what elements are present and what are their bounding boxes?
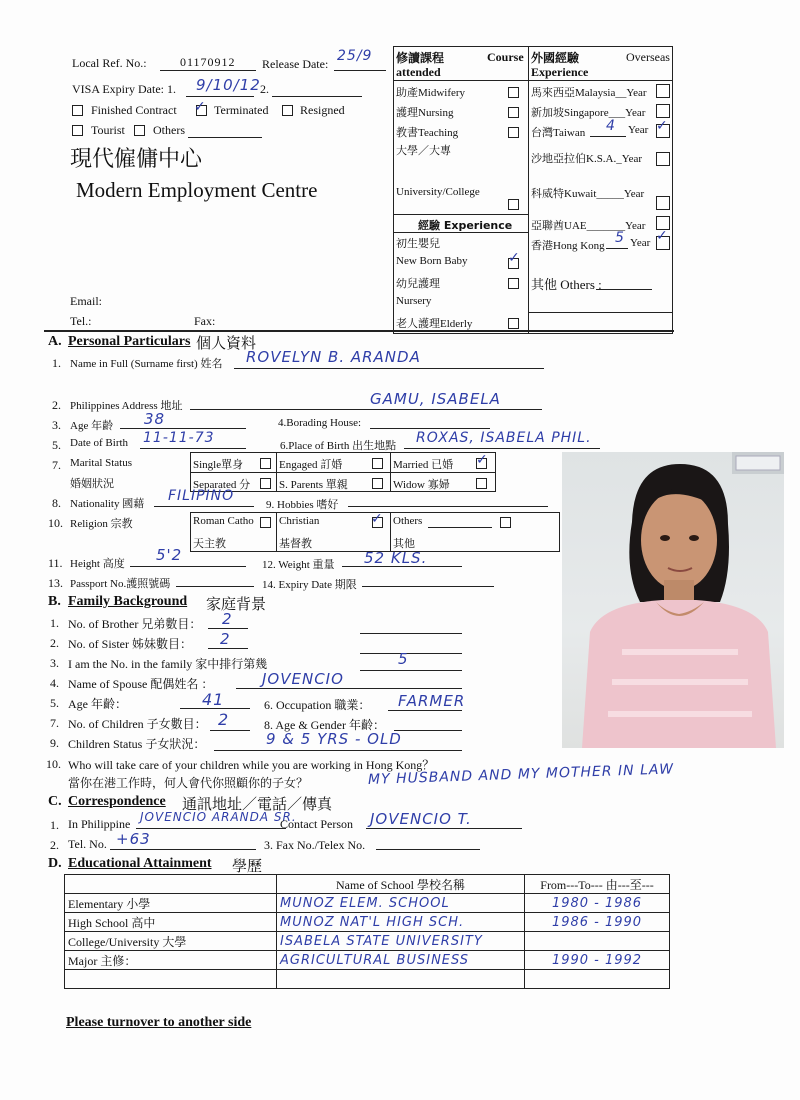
nationality-label: Nationality 國藉 [70, 498, 145, 510]
visa-expiry-value: 9/10/12 [196, 76, 261, 94]
status-line [214, 750, 462, 751]
local-ref-line [160, 70, 256, 71]
a-row-11-number: 11. [48, 556, 63, 570]
visa-expiry-label: VISA Expiry Date: 1. [72, 82, 176, 96]
visa-expiry-2-label: 2. [260, 82, 269, 96]
finished-contract-label: Finished Contract [91, 103, 177, 117]
overseas-singapore-checkbox[interactable] [656, 104, 670, 118]
religion-col-1 [276, 512, 277, 552]
exp-elderly-checkbox[interactable] [508, 318, 519, 329]
exp-item-nursery-chinese: 幼兒護理 [396, 278, 440, 290]
a-row-1-number: 1. [52, 356, 61, 370]
iamno-label: I am the No. in the family 家中排行第幾 [68, 657, 268, 671]
marital-chinese: 婚姻狀況 [70, 478, 114, 490]
education-years [525, 932, 670, 951]
boarding-line [370, 428, 490, 429]
section-c-letter: C. [48, 794, 62, 809]
pob-value: ROXAS, ISABELA PHIL. [416, 430, 592, 446]
course-item-midwifery: 助產Midwifery [396, 87, 466, 99]
b-row-7-number: 7. [50, 716, 59, 730]
education-row [65, 894, 670, 913]
education-header-school: Name of School 學校名稱 [277, 875, 525, 894]
section-a-top-rule [44, 330, 674, 332]
c-row-2-number: 2. [50, 838, 59, 852]
visa-expiry-line-2 [272, 96, 362, 97]
b-row-1-number: 1. [50, 616, 59, 630]
section-d-title-chinese: 學歷 [232, 857, 263, 875]
boarding-label: 4.Borading House: [278, 417, 362, 429]
expiry-line [362, 586, 494, 587]
applicant-photo-drawing [562, 452, 784, 748]
section-a-title: Personal Particulars [68, 334, 191, 349]
fax-no-label: 3. Fax No./Telex No. [264, 838, 366, 852]
education-empty-cell [525, 970, 670, 989]
education-header-years: From---To--- 由---至--- [525, 875, 670, 894]
section-b-letter: B. [48, 594, 61, 609]
inphil-line [136, 828, 286, 829]
exp-nursery-checkbox[interactable] [508, 278, 519, 289]
course-header-line [393, 80, 673, 81]
name-line [234, 368, 544, 369]
release-date-line [334, 70, 386, 71]
education-level: Elementary 小學 [65, 894, 277, 913]
spouse-age-line [180, 708, 250, 709]
overseas-taiwan-check-mark-icon: ✓ [656, 118, 668, 134]
overseas-ksa-checkbox[interactable] [656, 152, 670, 166]
education-years: 1980 - 1986 [525, 894, 670, 913]
nationality-value: FILIPINO [168, 488, 235, 504]
widow-checkbox[interactable] [476, 478, 487, 489]
married-label: Married 已婚 [393, 459, 454, 471]
b-row-5-number: 5. [50, 696, 59, 710]
exp-item-newborn: New Born Baby [396, 255, 468, 267]
overseas-malaysia: 馬來西亞Malaysia__Year [531, 87, 647, 99]
contact-line [366, 828, 522, 829]
others-label: Others [153, 123, 185, 137]
education-empty-cell [65, 970, 277, 989]
dob-value: 11-11-73 [143, 430, 215, 446]
iamno-value: 5 [398, 650, 409, 668]
status-label: Children Status 子女狀況： [68, 737, 206, 751]
marital-row-divider [190, 472, 496, 473]
sparents-checkbox[interactable] [372, 478, 383, 489]
overseas-bottom-line [528, 312, 673, 313]
passport-line [176, 586, 254, 587]
section-b-title: Family Background [68, 594, 188, 609]
occupation-line [388, 710, 462, 711]
hobbies-line [348, 506, 548, 507]
weight-value: 52 KLS. [364, 549, 428, 567]
resigned-checkbox[interactable] [282, 105, 293, 116]
overseas-hongkong: 香港Hong Kong [531, 240, 605, 252]
address-value: GAMU, ISABELA [370, 390, 501, 408]
christian-label: Christian [279, 515, 320, 527]
nationality-line [154, 506, 254, 507]
others-line [188, 137, 262, 138]
single-label: Single單身 [193, 459, 244, 471]
experience-header-top-line [393, 214, 528, 215]
b-row-2-number: 2. [50, 636, 59, 650]
care-value: MY HUSBAND AND MY MOTHER IN LAW [367, 761, 675, 788]
married-check-mark-icon: ✓ [476, 452, 488, 468]
exp-item-elderly: 老人護理Elderly [396, 318, 473, 330]
education-empty-cell [277, 970, 525, 989]
separated-checkbox[interactable] [260, 478, 271, 489]
weight-label: 12. Weight 重量 [262, 559, 335, 571]
education-level: High School 高中 [65, 913, 277, 932]
a-row-2-number: 2. [52, 398, 61, 412]
tel-no-value: +63 [116, 830, 151, 848]
overseas-others: 其他 Others : [531, 277, 602, 292]
agegender-label: 8. Age & Gender 年齡： [264, 718, 385, 732]
inphil-label: In Philippine [68, 817, 131, 831]
brother-line-2 [360, 633, 462, 634]
occupation-value: FARMER [398, 692, 466, 710]
a-row-7-number: 7. [52, 458, 61, 472]
course-teaching-checkbox[interactable] [508, 127, 519, 138]
course-box-divider [528, 46, 529, 334]
children-line [210, 730, 250, 731]
brother-line [208, 628, 248, 629]
local-ref-label: Local Ref. No.: [72, 56, 147, 70]
brother-value: 2 [222, 610, 233, 628]
overseas-hongkong-check-mark-icon: ✓ [656, 228, 668, 244]
education-row-empty [65, 970, 670, 989]
religion-col-2 [390, 512, 391, 552]
care-question-chinese: 當你在港工作時，何人會代你照顧你的子女？ [68, 776, 309, 790]
overseas-taiwan: 台灣Taiwan [531, 127, 586, 139]
tourist-checkbox[interactable] [72, 125, 83, 136]
exp-item-nursery: Nursery [396, 295, 432, 307]
religion-label: Religion 宗教 [70, 518, 133, 530]
spouse-label: Name of Spouse 配偶姓名 ： [68, 677, 214, 691]
spouse-age-label: Age 年齡： [68, 697, 127, 711]
hobbies-label: 9. Hobbies 嗜好 [266, 499, 339, 511]
a-row-13-number: 13. [48, 576, 63, 590]
height-line [130, 566, 246, 567]
release-date-label: Release Date: [262, 57, 329, 71]
engaged-label: Engaged 訂婚 [279, 459, 343, 471]
terminated-check-mark-icon: ✓ [194, 99, 206, 115]
sister-label: No. of Sister 姊妹數目： [68, 637, 192, 651]
education-table [64, 874, 670, 989]
religion-others-checkbox[interactable] [500, 517, 511, 528]
agegender-line [394, 730, 462, 731]
b-row-10-number: 10. [46, 757, 61, 771]
applicant-photo [562, 452, 784, 748]
roman-label: Roman Catho [193, 515, 254, 527]
education-years: 1986 - 1990 [525, 913, 670, 932]
overseas-ksa: 沙地亞拉伯K.S.A._Year [531, 153, 643, 165]
education-row [65, 932, 670, 951]
overseas-kuwait-checkbox[interactable] [656, 196, 670, 210]
children-label: No. of Children 子女數目： [68, 717, 207, 731]
terminated-label: Terminated [214, 103, 269, 117]
religion-others-label: Others [393, 515, 423, 527]
section-b-title-chinese: 家庭背景 [206, 595, 267, 613]
roman-checkbox[interactable] [260, 517, 271, 528]
course-nursing-checkbox[interactable] [508, 107, 519, 118]
overseas-hongkong-suffix: Year [630, 237, 651, 249]
separated-label: Separated 分 [193, 479, 251, 491]
section-d-title: Educational Attainment [68, 856, 212, 871]
section-a-title-chinese: 個人資料 [196, 334, 257, 352]
overseas-singapore: 新加坡Singapore___Year [531, 107, 646, 119]
sister-value: 2 [220, 630, 231, 648]
name-label: Name in Full (Surname first) 姓名 [70, 358, 223, 370]
overseas-hongkong-line [606, 248, 628, 249]
education-row [65, 951, 670, 970]
course-university-checkbox[interactable] [508, 199, 519, 210]
sister-line [208, 648, 248, 649]
section-c-title: Correspondence [68, 794, 166, 809]
spouse-age-value: 41 [202, 690, 225, 709]
pob-label: 6.Place of Birth 出生地點 [280, 440, 397, 452]
tel-label: Tel.: [70, 314, 92, 328]
exp-item-newborn-chinese: 初生嬰兒 [396, 238, 440, 250]
course-title-course: Course [487, 50, 524, 64]
single-checkbox[interactable] [260, 458, 271, 469]
a-row-10-number: 10. [48, 516, 63, 530]
children-value: 2 [218, 710, 230, 729]
address-label: Philippines Address 地址 [70, 400, 183, 412]
pob-line [404, 448, 600, 449]
passport-label: Passport No.護照號碼 [70, 578, 171, 590]
weight-line [342, 566, 462, 567]
experience-header-bottom-line [393, 232, 528, 233]
education-level: College/University 大學 [65, 932, 277, 951]
turnover-note: Please turnover to another side [66, 1015, 252, 1030]
address-line [190, 409, 542, 410]
expiry-label: 14. Expiry Date 期限 [262, 579, 357, 591]
overseas-kuwait: 科威特Kuwait_____Year [531, 188, 645, 200]
others-checkbox[interactable] [134, 125, 145, 136]
section-a-letter: A. [48, 334, 62, 349]
age-line [120, 428, 246, 429]
b-row-3-number: 3. [50, 656, 59, 670]
overseas-title-chinese: 外國經驗 [531, 51, 580, 65]
education-level: Major 主修： [65, 951, 277, 970]
section-c-title-chinese: 通訊地址／電話／傳真 [182, 795, 333, 813]
tourist-label: Tourist [91, 123, 125, 137]
overseas-title-overseas: Overseas [626, 50, 670, 64]
height-value: 5'2 [156, 546, 183, 564]
engaged-checkbox[interactable] [372, 458, 383, 469]
dob-line [140, 448, 246, 449]
care-question: Who will take care of your children while you are working in Hong Kong？ [68, 758, 435, 772]
marital-label: Marital Status [70, 457, 133, 469]
tel-no-label: Tel. No. [68, 837, 107, 851]
exp-newborn-check-mark-icon: ✓ [508, 250, 520, 266]
education-row [65, 913, 670, 932]
sparents-label: S. Parents 單親 [279, 479, 348, 491]
a-row-5-number: 5. [52, 438, 61, 452]
overseas-taiwan-suffix: Year [628, 124, 649, 136]
finished-contract-checkbox[interactable] [72, 105, 83, 116]
overseas-malaysia-checkbox[interactable] [656, 84, 670, 98]
education-school: MUNOZ ELEM. SCHOOL [277, 894, 525, 913]
visa-expiry-line-1 [186, 96, 254, 97]
overseas-taiwan-years: 4 [606, 118, 616, 134]
religion-others-chinese: 其他 [393, 538, 415, 550]
education-header-row [65, 875, 670, 894]
education-school: AGRICULTURAL BUSINESS [277, 951, 525, 970]
overseas-taiwan-line [590, 136, 626, 137]
agency-english-name: Modern Employment Centre [76, 178, 318, 202]
education-header-blank [65, 875, 277, 894]
christian-chinese: 基督教 [279, 538, 312, 550]
widow-label: Widow 寡婦 [393, 479, 450, 491]
local-ref-value: 01170912 [180, 55, 236, 69]
education-years: 1990 - 1992 [525, 951, 670, 970]
religion-others-line [428, 527, 492, 528]
education-school: ISABELA STATE UNIVERSITY [277, 932, 525, 951]
course-item-university-chinese: 大學／大專 [396, 145, 451, 157]
age-label: Age 年齡 [70, 420, 114, 432]
status-value: 9 & 5 YRS - OLD [266, 730, 402, 748]
fax-label: Fax: [194, 314, 216, 328]
roman-chinese: 天主教 [193, 538, 226, 550]
b-row-9-number: 9. [50, 736, 59, 750]
name-value: ROVELYN B. ARANDA [246, 348, 421, 366]
tel-no-line [110, 849, 256, 850]
course-title-chinese: 修讀課程 [396, 51, 445, 65]
education-school: MUNOZ NAT'L HIGH SCH. [277, 913, 525, 932]
fax-no-line [376, 849, 480, 850]
email-label: Email: [70, 294, 102, 308]
b-row-4-number: 4. [50, 676, 59, 690]
course-item-teaching: 教書Teaching [396, 127, 459, 139]
c-row-1-number: 1. [50, 818, 59, 832]
overseas-others-line [596, 289, 652, 290]
dob-label: Date of Birth [70, 437, 129, 449]
release-date-value: 25/9 [337, 48, 373, 64]
experience-header: 經驗 Experience [418, 219, 513, 232]
brother-label: No. of Brother 兄弟數目： [68, 617, 202, 631]
a-row-3-number: 3. [52, 418, 61, 432]
spouse-line [236, 688, 462, 689]
overseas-title-experience: Experience [531, 65, 589, 79]
a-row-8-number: 8. [52, 496, 61, 510]
overseas-hongkong-years: 5 [615, 230, 625, 246]
inphil-value: JOVENCIO ARANDA SR. [140, 810, 297, 824]
course-item-university: University/College [396, 186, 480, 198]
resigned-label: Resigned [300, 103, 345, 117]
christian-check-mark-icon: ✓ [371, 511, 383, 527]
spouse-value: JOVENCIO [262, 670, 344, 688]
height-label: Height 高度 [70, 558, 125, 570]
occupation-label: 6. Occupation 職業： [264, 698, 371, 712]
section-d-letter: D. [48, 856, 62, 871]
agency-chinese-name: 現代僱傭中心 [70, 147, 203, 172]
contact-label: Contact Person [280, 817, 353, 831]
sister-line-2 [360, 653, 462, 654]
contact-value: JOVENCIO T. [370, 810, 472, 828]
iamno-line [360, 670, 462, 671]
age-value: 38 [144, 410, 166, 428]
course-midwifery-checkbox[interactable] [508, 87, 519, 98]
course-title-attended: attended [396, 65, 441, 79]
course-item-nursing: 護理Nursing [396, 107, 454, 119]
overseas-uae: 亞聯酋UAE_______Year [531, 220, 646, 232]
